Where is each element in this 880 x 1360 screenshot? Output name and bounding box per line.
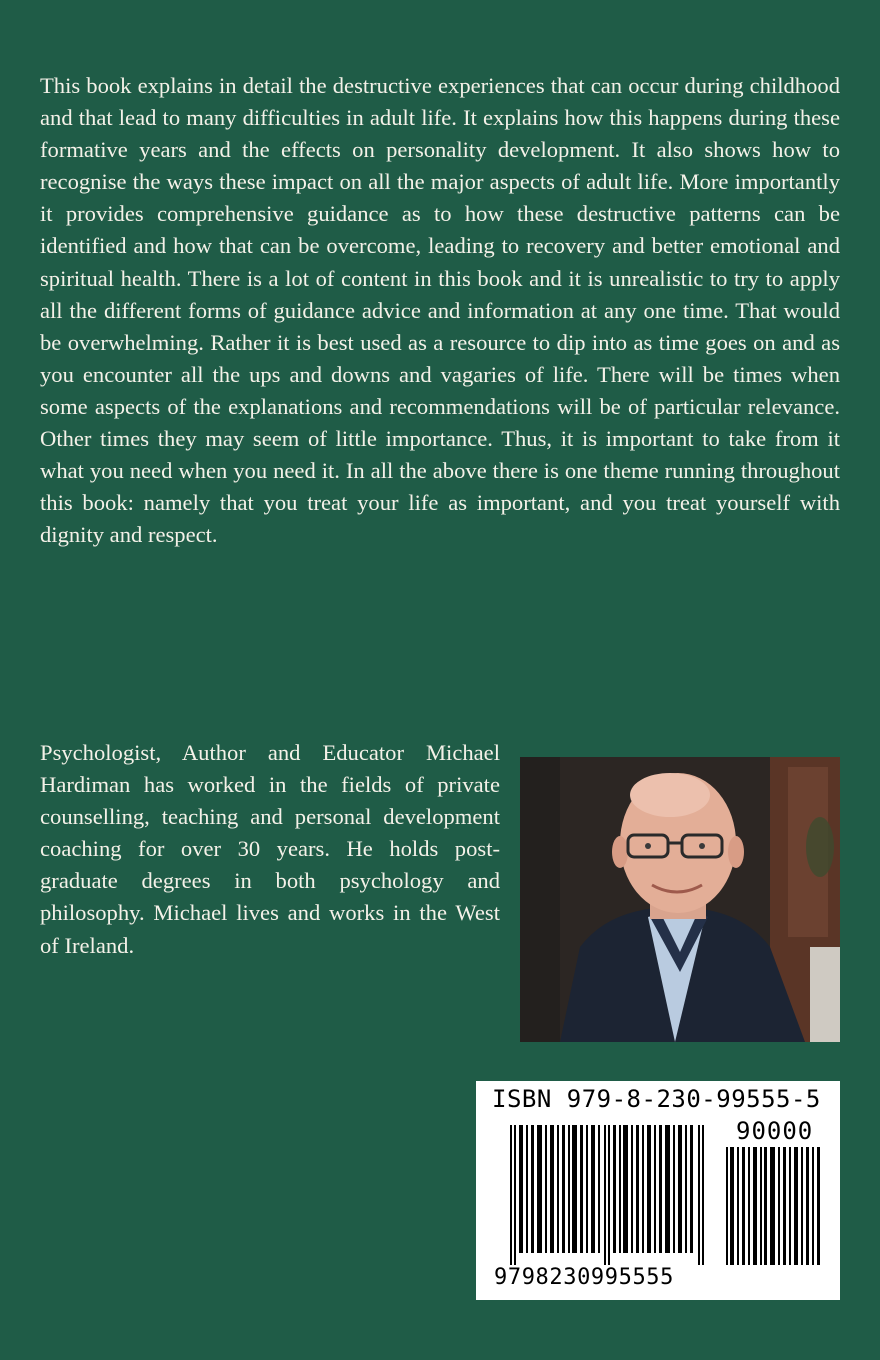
- price-code: 90000: [736, 1117, 814, 1145]
- ean-digits: 9798230995555: [494, 1265, 674, 1290]
- author-photo: [520, 757, 840, 1042]
- isbn-label: ISBN 979-8-230-99555-5: [492, 1085, 821, 1113]
- isbn-barcode: [476, 1081, 840, 1300]
- price-addon-bars: [726, 1147, 822, 1265]
- back-cover-blurb: This book explains in detail the destructive experiences that can occur during childhood and that lead to many difficulties in adult life. It explains how this happens during these formative years and the effects on personality development. It also shows how to recognise the ways these impact on all the major aspects of adult life. More importantly it provides comprehensive guidance as to how these destructive patterns can be identified and how that can be overcome, leading to recovery and better emotional and spiritual health. There is a lot of content in this book and it is unrealistic to try to apply all the different forms of guidance advice and information at any one time. That would be overwhelming. Rather it is best used as a resource to dip into as time goes on and as you encounter all the ups and downs and vagaries of life. There will be times when some aspects of the explanations and recommendations will be of particular relevance. Other times they may seem of little importance. Thus, it is important to take from it what you need when you need it. In all the above there is one theme running throughout this book: namely that you treat your life as important, and you treat yourself with dignity and respect.: [40, 73, 840, 548]
- author-bio: Psychologist, Author and Educator Michael Hardiman has worked in the fields of private counselling, teaching and personal development coaching for over 30 years. He holds post-graduate degrees in both psychology and philosophy. Michael lives and works in the West of Ireland.: [40, 740, 500, 958]
- barcode-bars: [510, 1125, 710, 1265]
